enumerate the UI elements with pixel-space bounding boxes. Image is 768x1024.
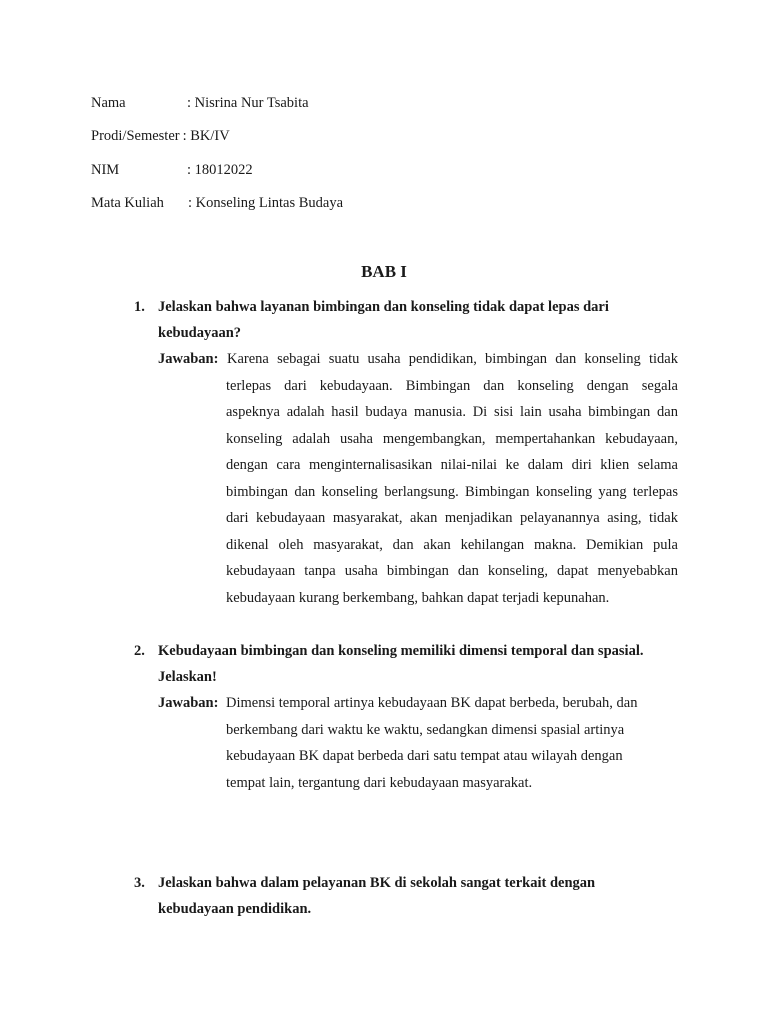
answer-text-line: Karena sebagai suatu usaha pendidikan, bimbingan dan konseling tidak <box>227 351 678 367</box>
answer-1 <box>158 346 678 611</box>
identity-key: NIM <box>91 161 120 178</box>
question-number: 1. <box>134 299 145 315</box>
question-number: 2. <box>134 643 145 659</box>
identity-key: Prodi/Semester <box>91 128 180 145</box>
identity-key: Mata Kuliah <box>91 194 164 211</box>
answer-text-line: kebudayaan BK dapat berbeda dari satu tempat atau wilayah dengan <box>226 748 623 764</box>
question-text-line: Kebudayaan bimbingan dan konseling memiliki dimensi temporal dan spasial. <box>158 643 644 659</box>
identity-value: : Konseling Lintas Budaya <box>188 194 344 211</box>
question-text-line: Jelaskan! <box>158 669 217 685</box>
answer-text-line: tempat lain, tergantung dari kebudayaan masyarakat. <box>226 774 533 791</box>
answer-text-line: bimbingan dan konseling berlangsung. Bimbingan konseling yang terlepas <box>226 483 678 500</box>
answer-text-line: kebudayaan tanpa usaha bimbingan dan konseling, dapat menyebabkan <box>226 563 678 579</box>
chapter-title: BAB I <box>361 262 407 281</box>
answer-text-line: dari kebudayaan masyarakat, akan menjadikan pelayanannya asing, tidak <box>226 510 678 526</box>
answer-text-line: dengan cara menginternalisasikan nilai-nilai ke dalam diri klien selama <box>226 457 678 473</box>
answer-text-line: Dimensi temporal artinya kebudayaan BK dapat berbeda, berubah, dan <box>226 695 638 711</box>
identity-block <box>91 92 343 225</box>
answer-label: Jawaban: <box>158 351 219 367</box>
identity-value: : Nisrina Nur Tsabita <box>187 95 309 111</box>
answer-text-line: kebudayaan kurang berkembang, bahkan dapat terjadi kepunahan. <box>226 589 610 606</box>
answer-text-line: terlepas dari kebudayaan. Bimbingan dan konseling dengan segala <box>226 377 678 394</box>
identity-value: : BK/IV <box>182 128 230 145</box>
answer-label: Jawaban: <box>158 695 219 711</box>
question-text-line: Jelaskan bahwa layanan bimbingan dan konseling tidak dapat lepas dari <box>158 299 609 315</box>
identity-row-nim <box>91 159 343 192</box>
identity-row-prodi <box>91 125 343 158</box>
identity-value: : 18012022 <box>187 161 253 178</box>
identity-key: Nama <box>91 95 126 111</box>
identity-row-nama <box>91 92 343 125</box>
answer-text-line: aspeknya adalah hasil budaya manusia. Di sisi lain usaha bimbingan dan <box>226 404 678 420</box>
answer-2 <box>158 690 678 796</box>
question-text-line: kebudayaan pendidikan. <box>158 901 312 917</box>
identity-row-matakuliah <box>91 192 343 225</box>
answer-text-line: konseling adalah usaha mengembangkan, mempertahankan kebudayaan, <box>226 430 678 447</box>
question-2 <box>134 638 674 690</box>
question-1 <box>134 294 674 346</box>
question-text-line: kebudayaan? <box>158 325 242 341</box>
question-number: 3. <box>134 875 145 891</box>
question-3 <box>134 870 674 922</box>
answer-text-line: berkembang dari waktu ke waktu, sedangkan dimensi spasial artinya <box>226 721 625 738</box>
answer-text-line: dikenal oleh masyarakat, dan akan kehilangan makna. Demikian pula <box>226 536 678 553</box>
question-text-line: Jelaskan bahwa dalam pelayanan BK di sekolah sangat terkait dengan <box>158 875 596 891</box>
